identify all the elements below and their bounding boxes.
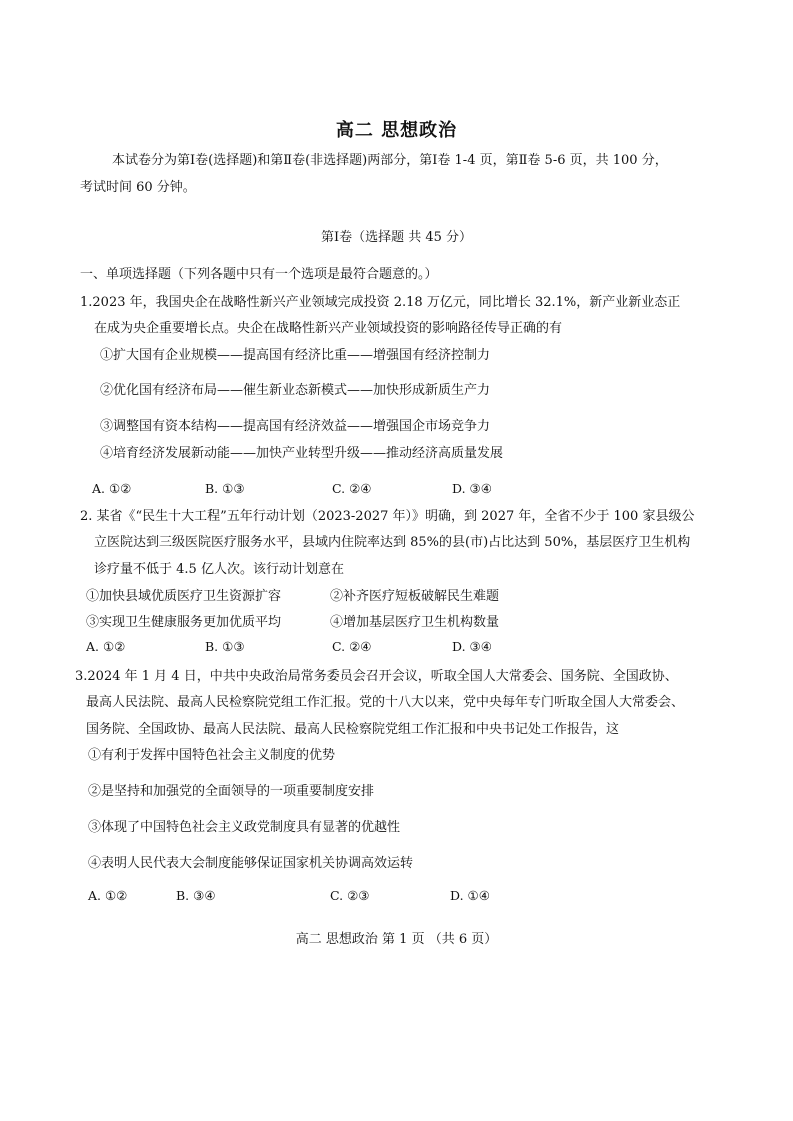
- question-3-choice-a: A. ①②: [88, 888, 128, 903]
- question-2-stem-line-2: 立医院达到三级医院医疗服务水平，县域内住院率达到 85%的县(市)占比达到 50%，基层医疗卫生机构: [94, 535, 691, 550]
- question-1-stem-line-2: 在成为央企重要增长点。央企在战略性新兴产业领域投资的影响路径传导正确的有: [94, 321, 563, 336]
- question-1-item-3: ③调整国有资本结构——提高国有经济效益——增强国企市场竞争力: [100, 419, 491, 434]
- question-3-stem-line-3: 国务院、全国政协、最高人民法院、最高人民检察院党组工作汇报和中央书记处工作报告，这: [86, 722, 620, 737]
- question-1-item-2: ②优化国有经济布局——催生新业态新模式——加快形成新质生产力: [100, 383, 491, 398]
- intro-line-1: 本试卷分为第Ⅰ卷(选择题)和第Ⅱ卷(非选择题)两部分，第Ⅰ卷 1-4 页，第Ⅱ卷 5-6 页，共 100 分，: [112, 153, 668, 168]
- question-1-choice-d: D. ③④: [452, 481, 492, 496]
- question-2-stem-line-1: 2. 某省《“民生十大工程”五年行动计划（2023-2027 年）》明确，到 2027 年，全省不少于 100 家县级公: [80, 509, 695, 524]
- question-2-choice-c: C. ②④: [332, 639, 372, 654]
- question-3-item-3: ③体现了中国特色社会主义政党制度具有显著的优越性: [88, 820, 401, 835]
- question-3-item-2: ②是坚持和加强党的全面领导的一项重要制度安排: [88, 784, 375, 799]
- question-2-choice-b: B. ①③: [205, 639, 245, 654]
- question-1-choice-a: A. ①②: [92, 481, 132, 496]
- question-1-choice-c: C. ②④: [332, 481, 372, 496]
- question-1-stem-line-1: 1.2023 年，我国央企在战略性新兴产业领域完成投资 2.18 万亿元，同比增长 32.1%，新产业新业态正: [80, 295, 681, 310]
- question-2-item-3: ③实现卫生健康服务更加优质平均: [86, 615, 282, 630]
- question-2-item-2: ②补齐医疗短板破解民生难题: [330, 589, 500, 604]
- question-1-choice-b: B. ①③: [205, 481, 245, 496]
- question-2-choice-d: D. ③④: [452, 639, 492, 654]
- question-2-choice-a: A. ①②: [86, 639, 126, 654]
- question-1-item-1: ①扩大国有企业规模——提高国有经济比重——增强国有经济控制力: [100, 348, 491, 363]
- section-1-title: 第Ⅰ卷（选择题 共 45 分）: [320, 230, 473, 245]
- question-2-item-1: ①加快县域优质医疗卫生资源扩容: [86, 589, 282, 604]
- page-footer: 高二 思想政治 第 1 页 （共 6 页）: [295, 932, 498, 947]
- question-3-choice-b: B. ③④: [176, 888, 216, 903]
- question-3-stem-line-2: 最高人民法院、最高人民检察院党组工作汇报。党的十八大以来，党中央每年专门听取全国人大常委会、: [86, 695, 685, 710]
- question-3-choice-c: C. ②③: [330, 888, 370, 903]
- part-1-heading: 一、单项选择题（下列各题中只有一个选项是最符合题意的。）: [80, 267, 438, 282]
- question-3-item-1: ①有利于发挥中国特色社会主义制度的优势: [88, 748, 336, 763]
- question-1-item-4: ④培育经济发展新动能——加快产业转型升级——推动经济高质量发展: [100, 446, 504, 461]
- question-2-stem-line-3: 诊疗量不低于 4.5 亿人次。该行动计划意在: [94, 562, 344, 577]
- intro-line-2: 考试时间 60 分钟。: [80, 180, 196, 195]
- question-3-stem-line-1: 3.2024 年 1 月 4 日，中共中央政治局常务委员会召开会议，听取全国人大常委会、国务院、全国政协、: [75, 669, 678, 684]
- question-3-item-4: ④表明人民代表大会制度能够保证国家机关协调高效运转: [88, 856, 414, 871]
- question-2-item-4: ④增加基层医疗卫生机构数量: [330, 615, 500, 630]
- question-3-choice-d: D. ①④: [450, 888, 490, 903]
- exam-title: 高二 思想政治: [335, 120, 458, 141]
